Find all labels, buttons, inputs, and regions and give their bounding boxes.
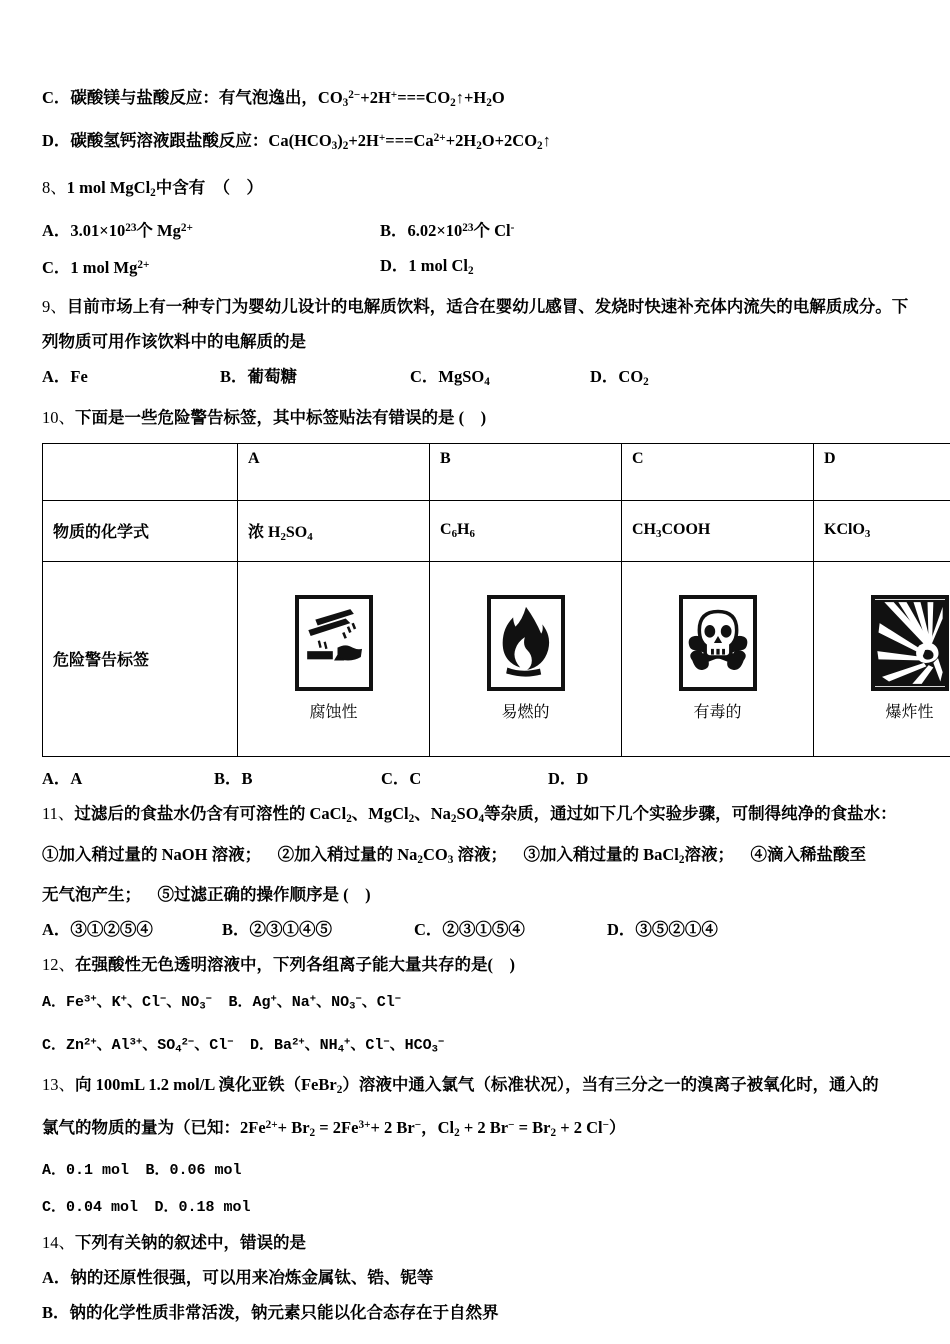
toxic-skull-icon [679, 595, 757, 691]
formula-cell-d: KClO$_3$ [814, 500, 950, 561]
q12-option-b[interactable]: B．Ag+、Na+、$NO_3^-$、Cl− [228, 993, 402, 1013]
formula-cell-c: $CH_3COOH$ [622, 500, 814, 561]
corrosive-icon [295, 595, 373, 691]
hazard-cell-c [622, 561, 814, 756]
hazard-caption-c: 有毒的 [693, 704, 742, 722]
q9-option-c[interactable]: C．MgSO$_4$ [410, 366, 490, 388]
header-cell-blank [43, 443, 238, 500]
q7-option-c: C．碳酸镁与盐酸反应：有气泡逸出，$CO_3^{2-}+2H^+===CO_2↑+H_2O$ [42, 88, 505, 109]
q12-option-c[interactable]: C．$Zn^{2+}$、$Al^{3+}$、$SO_4^{2-}$、Cl− [42, 1035, 234, 1056]
exam-content [42, 78, 934, 1330]
question-11-options [42, 912, 908, 947]
hazard-cell-d [814, 561, 950, 756]
formula-cell-a: 浓 $H_2SO_4$ [238, 500, 430, 561]
q11-option-b[interactable]: B．②③①④⑤ [222, 920, 333, 940]
header-cell-a: A [238, 443, 430, 500]
q10-option-c[interactable]: C．C [381, 768, 422, 788]
q9-option-d[interactable]: D．$CO_2$ [590, 366, 649, 388]
q10-option-d[interactable]: D．D [548, 768, 589, 788]
q12-option-d[interactable]: D．$Ba^{2+}$、$NH_4^+$、Cl−、$HCO_3^-$ [250, 1035, 445, 1056]
hazard-caption-a: 腐蚀性 [309, 704, 358, 722]
q9-option-a[interactable]: A．Fe [42, 366, 88, 386]
hazard-label-table [42, 443, 950, 757]
q8-option-b[interactable]: B．$6.02\times 10^{23}$个 Cl- [380, 220, 515, 240]
q8-option-d[interactable]: D．1 mol $Cl_2$ [380, 255, 474, 277]
table-header-row [43, 443, 950, 500]
question-8-options-row2 [42, 248, 908, 289]
q8-option-a[interactable]: A．$3.01\times 10^{23}$个 $Mg^{2+}$ [42, 220, 193, 240]
question-13-options-row2 [42, 1188, 908, 1225]
question-12-options-row1 [42, 982, 908, 1024]
formula-cell-b: $C_6H_6$ [430, 500, 622, 561]
header-cell-c: C [622, 443, 814, 500]
row-label-hazard: 危险警告标签 [43, 561, 238, 756]
hazard-caption-d: 爆炸性 [885, 704, 934, 722]
question-12-stem: 12、在强酸性无色透明溶液中，下列各组离子能大量共存的是( ) [42, 955, 515, 975]
hazard-caption-b: 易燃的 [501, 704, 550, 722]
question-9-options [42, 359, 908, 400]
question-11-stem-line3: 无气泡产生； ⑤过滤正确的操作顺序是 ( ) [42, 885, 371, 905]
explosive-icon [871, 595, 949, 691]
question-14-stem: 14、下列有关钠的叙述中，错误的是 [42, 1233, 306, 1253]
question-11-stem-line2: ①加入稍过量的 NaOH 溶液； ②加入稍过量的 $Na_2CO_3$ 溶液； ③加入稍过量的 BaCl$_2$溶液； ④滴入稀盐酸至 [42, 844, 866, 866]
hazard-cell-a [238, 561, 430, 756]
question-8-options-row1 [42, 211, 908, 248]
question-11-stem-line1: 11、过滤后的食盐水仍含有可溶性的 CaCl$_2$、MgCl$_2$、$Na_2SO_4$等杂质，通过如下几个实验步骤，可制得纯净的食盐水： [42, 803, 897, 825]
header-cell-b: B [430, 443, 622, 500]
question-8-stem: 8、1 mol MgCl$_2$中含有 （ ） [42, 177, 264, 199]
q11-option-c[interactable]: C．②③①⑤④ [414, 920, 525, 940]
question-9-stem-line1: 9、目前市场上有一种专门为婴幼儿设计的电解质饮料，适合在婴幼儿感冒、发烧时快速补充体内流失的电解质成分。下 [42, 296, 909, 316]
q10-option-b[interactable]: B．B [214, 768, 253, 788]
question-9-stem-line2 [42, 324, 908, 359]
question-12-options-row2 [42, 1025, 908, 1067]
row-label-formula: 物质的化学式 [43, 500, 238, 561]
q8-option-c[interactable]: C．1 mol $Mg^{2+}$ [42, 257, 150, 277]
flammable-icon [487, 595, 565, 691]
question-14-option-b[interactable]: B．钠的化学性质非常活泼，钠元素只能以化合态存在于自然界 [42, 1303, 499, 1323]
q13-option-c[interactable]: C．0.04 mol [42, 1199, 139, 1217]
q7-option-d: D．碳酸氢钙溶液跟盐酸反应：$Ca(HCO_3)_2+2H^+===Ca^{2+}+2H_2O+2CO_2↑$ [42, 131, 551, 152]
q12-option-a[interactable]: A．$Fe^{3+}$、K+、Cl−、$NO_3^-$ [42, 993, 212, 1013]
question-10-stem: 10、下面是一些危险警告标签，其中标签贴法有错误的是 ( ) [42, 407, 487, 427]
q13-option-a[interactable]: A．0.1 mol [42, 1162, 130, 1180]
q11-option-d[interactable]: D．③⑤②①④ [607, 920, 718, 940]
header-cell-d: D [814, 443, 950, 500]
q13-option-d[interactable]: D．0.18 mol [154, 1199, 251, 1217]
hazard-cell-b [430, 561, 622, 756]
question-13-stem-line1: 13、向 100mL 1.2 mol/L 溴化亚铁（FeBr$_2$）溶液中通入氯气（标准状况），当有三分之一的溴离子被氧化时，通入的 [42, 1075, 879, 1097]
table-row-formula [43, 500, 950, 561]
q14-text: 下列有关钠的叙述中，错误的是 [75, 1233, 306, 1253]
question-10-options [42, 761, 908, 796]
q10-option-a[interactable]: A．A [42, 768, 83, 788]
question-13-stem-line2: 氯气的物质的量为（已知：$2Fe^{2+}+ Br_2 = 2Fe^{3+}+ 2$ Br−，$Cl_2 + 2$ $Br^- = Br_2 + 2$ Cl−） [42, 1118, 626, 1140]
q11-option-a[interactable]: A．③①②⑤④ [42, 920, 153, 940]
table-row-labels [43, 561, 950, 756]
question-13-options-row1 [42, 1151, 908, 1188]
question-14-option-a[interactable]: A．钠的还原性很强，可以用来冶炼金属钛、锆、铌等 [42, 1268, 434, 1288]
q9-option-b[interactable]: B．葡萄糖 [220, 366, 298, 386]
q9-text-1: 目前市场上有一种专门为婴幼儿设计的电解质饮料，适合在婴幼儿感冒、发烧时快速补充体内流失的电解质成分。下 [66, 296, 909, 316]
q9-text-2: 列物质可用作该饮料中的电解质的是 [42, 331, 306, 351]
q13-option-b[interactable]: B．0.06 mol [145, 1162, 242, 1180]
